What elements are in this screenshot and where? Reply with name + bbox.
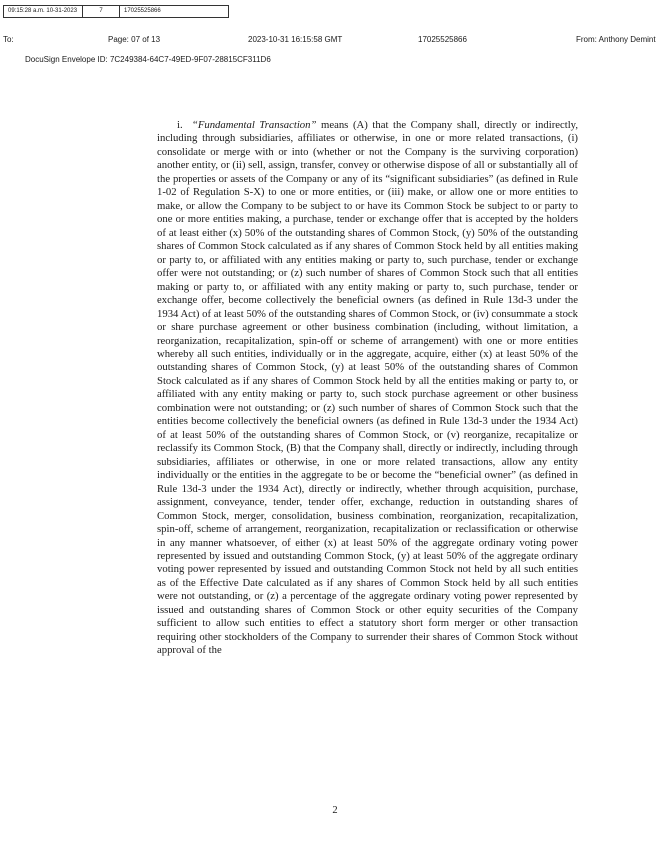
fax-from: From: Anthony Demint xyxy=(576,35,656,44)
docusign-envelope-id: DocuSign Envelope ID: 7C249384-64C7-49ED-9F07-28815CF311D6 xyxy=(25,55,271,64)
clause-label: i. xyxy=(177,119,183,131)
page-number: 2 xyxy=(332,805,338,816)
fundamental-transaction-clause xyxy=(157,119,578,658)
fax-header xyxy=(0,35,670,47)
fax-stamp-number: 17025525866 xyxy=(124,8,161,14)
clause-term: “Fundamental Transaction” xyxy=(191,119,317,131)
fax-to: To: xyxy=(3,35,14,44)
fax-stamp-page: 7 xyxy=(83,6,120,17)
clause-text: means (A) that the Company shall, directly or indirectly, including through subsidiaries, affiliates or otherwise, in one or more related transactions, (i) consolidate or merge with or into (whether or not the Company is the surviving corporation) another entity, or (ii) sell, assign, transfer, convey or otherwise dispose of all or substantially all of the properties or assets of the Company or any of its “significant subsidiaries” (as defined in Rule 1-02 of Regulation S-X) to one or more entities, or (iii) make, or allow one or more entities to make, or allow the Company to be subject to or have its Common Stock be subject to or party to one or more entities making, a purchase, tender or exchange offer that is accepted by the holders of at least either (x) 50% of the outstanding shares of Common Stock, (y) 50% of the outstanding shares of Common Stock calculated as if any shares of Common Stock held by all entities making or party to, or affiliated with any entities making or party to, such purchase, tender or exchange offer were not outstanding; or (z) such number of shares of Common Stock such that all entities making or party to, or affiliated with any entity making or party to, such purchase, tender or exchange offer, become collectively the beneficial owners (as defined in Rule 13d-3 under the 1934 Act) of at least 50% of the outstanding shares of Common Stock, or (iv) consummate a stock or share purchase agreement or other business combination (including, without limitation, a reorganization, recapitalization, spin-off or scheme of arrangement) with one or more entities whereby all such entities, individually or in the aggregate, acquire, either (x) at least 50% of the outstanding shares of Common Stock, (y) at least 50% of the outstanding shares of Common Stock calculated as if any shares of Common Stock held by all the entities making or party to, or affiliated with any entity making or party to, such stock purchase agreement or other business combination were not outstanding; or (z) such number of shares of Common Stock such that the entities become collectively the beneficial owners (as defined in Rule 13d-3 under the 1934 Act) of at least 50% of the outstanding shares of Common Stock, or (v) reorganize, recapitalize or reclassify its Common Stock, (B) that the Company shall, directly or indirectly, including through subsidiaries, affiliates or otherwise, in one or more related transactions, allow any entity individually or the entities in the aggregate to be or become the “beneficial owner” (as defined in Rule 13d-3 under the 1934 Act), directly or indirectly, whether through acquisition, purchase, assignment, conveyance, tender, tender offer, exchange, reduction in outstanding shares of Common Stock, merger, consolidation, business combination, reorganization, recapitalization, spin-off, scheme of arrangement, reorganization, recapitalization or reclassification or otherwise in any manner whatsoever, of either (x) at least 50% of the aggregate ordinary voting power represented by issued and outstanding Common Stock, (y) at least 50% of the aggregate ordinary voting power represented by issued and outstanding Common Stock not held by all such entities as of the Effective Date calculated as if any shares of Common Stock held by all such entities were not outstanding, or (z) a percentage of the aggregate ordinary voting power represented by issued and outstanding shares of Common Stock or other equity securities of the Company sufficient to allow such entities to effect a statutory short form merger or other transaction requiring other stockholders of the Company to surrender their shares of Common Stock without approval of the xyxy=(157,119,579,657)
fax-number: 17025525866 xyxy=(418,35,467,44)
fax-stamp xyxy=(3,5,229,18)
fax-page: Page: 07 of 13 xyxy=(108,35,161,44)
fax-stamp-time: 09:15:28 a.m. 10-31-2023 xyxy=(4,6,83,17)
fax-datetime: 2023-10-31 16:15:58 GMT xyxy=(248,35,343,44)
